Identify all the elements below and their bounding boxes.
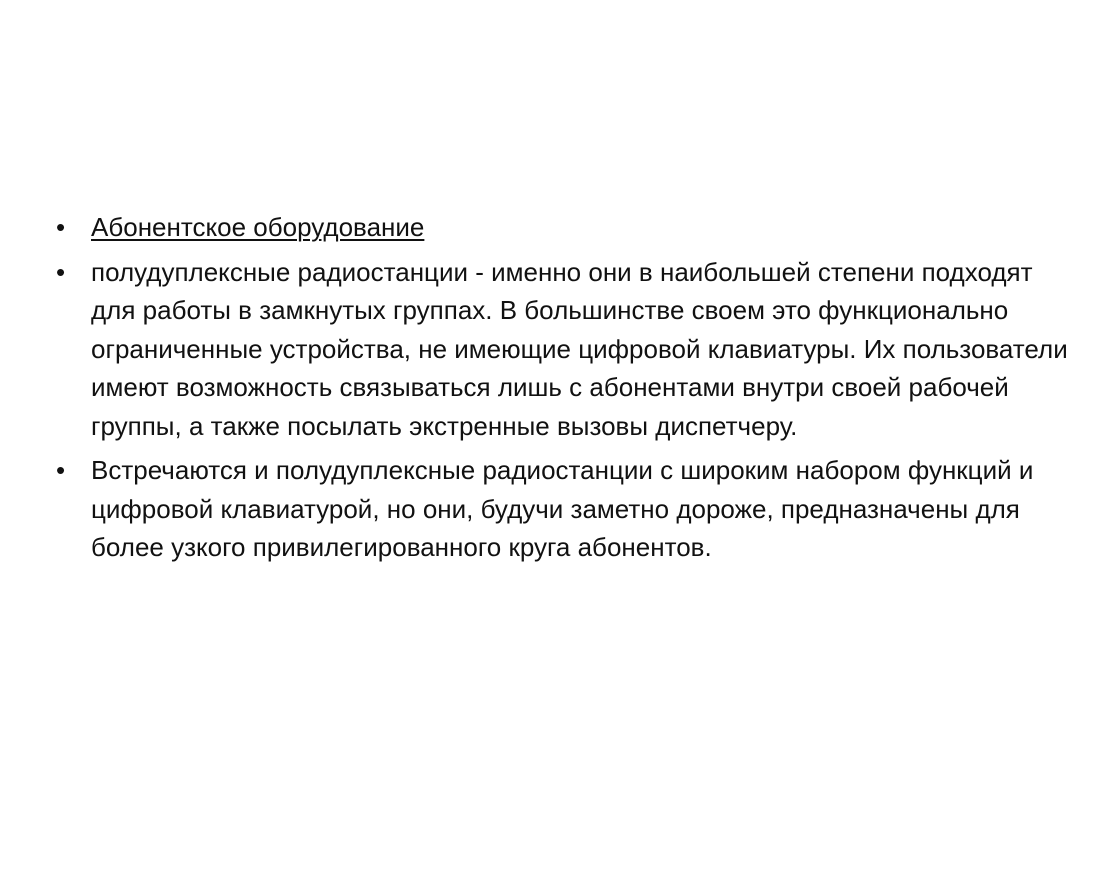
bullet-icon: • [56,212,66,242]
paragraph-text: Встречаются и полудуплексные радиостанции с широким набором функций и цифровой клавиатурой, но они, будучи заметно дороже, предназначены для более узкого привилегированного круга абонентов. [91,455,1034,562]
bullet-item-half-duplex [56,253,1076,446]
bullet-list [56,208,1076,573]
bullet-icon: • [56,455,66,485]
paragraph-text: полудуплексные радиостанции - именно они в наибольшей степени подходят для работы в замкнутых группах. В большинстве своем это функционально ограниченные устройства, не имеющие цифровой клавиатуры. Их пользователи имеют возможность связываться лишь с абонентами внутри своей рабочей группы, а также посылать экстренные вызовы диспетчеру. [91,256,1068,441]
bullet-item-heading [56,208,1076,247]
bullet-icon: • [56,256,66,287]
heading-text: Абонентское оборудование [91,212,425,242]
bullet-item-advanced [56,451,1076,567]
